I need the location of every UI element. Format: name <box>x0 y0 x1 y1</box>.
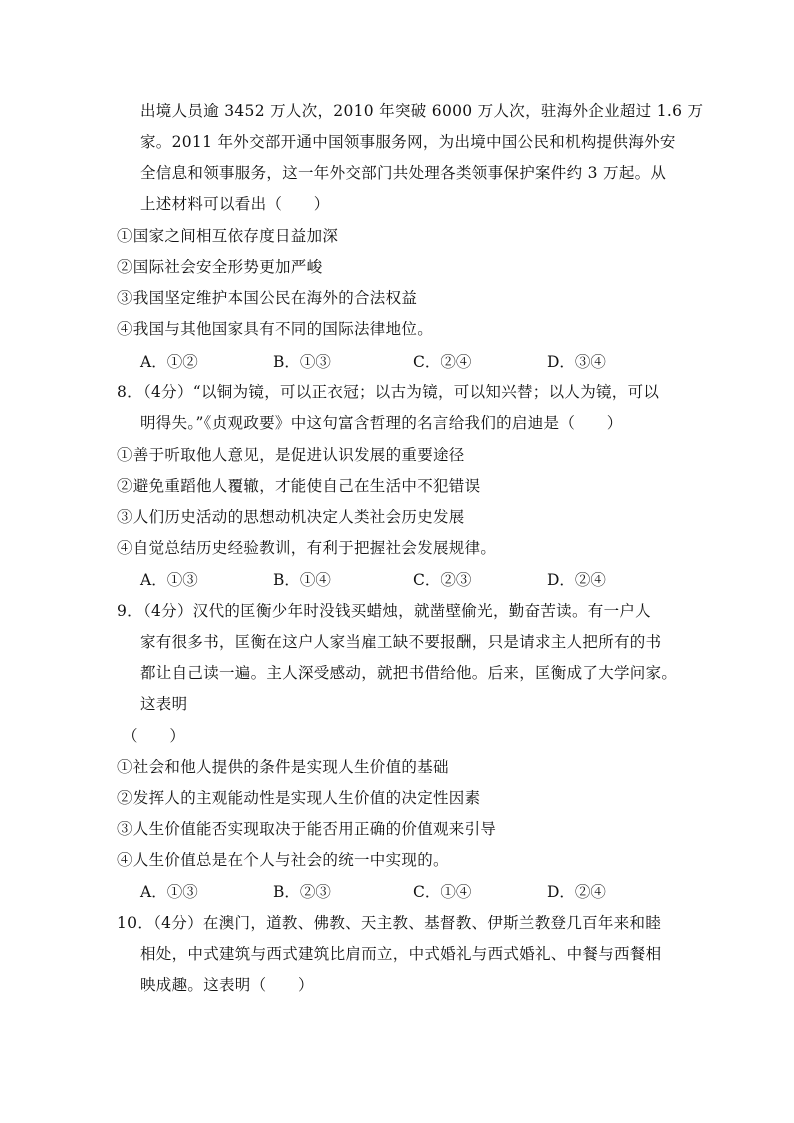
statement-2: ②避免重蹈他人覆辙，才能使自己在生活中不犯错误 <box>117 477 481 495</box>
statement-4: ④自觉总结历史经验教训，有利于把握社会发展规律。 <box>117 539 497 557</box>
answer-blank: （ ） <box>122 727 186 745</box>
option-a[interactable]: A．①③ <box>140 883 198 901</box>
option-c[interactable]: C．②③ <box>413 571 472 589</box>
option-b[interactable]: B．②③ <box>273 883 331 901</box>
question-text-line: 上述材料可以看出（ ） <box>140 195 330 213</box>
statement-3: ③人们历史活动的思想动机决定人类社会历史发展 <box>117 508 465 526</box>
option-d[interactable]: D．②④ <box>547 883 606 901</box>
question-text-line: 都让自己读一遍。主人深受感动，就把书借给他。后来，匡衡成了大学问家。 <box>140 664 678 682</box>
option-a[interactable]: A．①② <box>140 353 198 371</box>
option-c[interactable]: C．①④ <box>413 883 472 901</box>
statement-4: ④人生价值总是在个人与社会的统一中实现的。 <box>117 851 449 869</box>
question-8-title: 8．（4分）“以铜为镜，可以正衣冠；以古为镜，可以知兴替；以人为镜，可以 <box>117 383 660 401</box>
option-d[interactable]: D．②④ <box>547 571 606 589</box>
question-text-line: 映成趣。这表明（ ） <box>140 976 314 994</box>
answer-options <box>140 352 660 372</box>
question-text-line: 出境人员逾 3452 万人次，2010 年突破 6000 万人次，驻海外企业超过 1.6 万 <box>140 102 704 120</box>
statement-4: ④我国与其他国家具有不同的国际法律地位。 <box>117 320 434 338</box>
question-text-line: 明得失。”《贞观政要》中这句富含哲理的名言给我们的启迪是（ ） <box>140 414 623 432</box>
statement-1: ①社会和他人提供的条件是实现人生价值的基础 <box>117 758 449 776</box>
option-a[interactable]: A．①③ <box>140 571 198 589</box>
question-text-line: 家有很多书，匡衡在这户人家当雇工缺不要报酬，只是请求主人把所有的书 <box>140 633 662 651</box>
option-d[interactable]: D．③④ <box>547 353 606 371</box>
option-b[interactable]: B．①③ <box>273 353 331 371</box>
question-10-title: 10．（4分）在澳门，道教、佛教、天主教、基督教、伊斯兰教登几百年来和睦 <box>117 914 662 932</box>
statement-2: ②发挥人的主观能动性是实现人生价值的决定性因素 <box>117 789 481 807</box>
statement-1: ①国家之间相互依存度日益加深 <box>117 227 339 245</box>
statement-1: ①善于听取他人意见，是促进认识发展的重要途径 <box>117 446 465 464</box>
question-text-line: 全信息和领事服务，这一年外交部门共处理各类领事保护案件约 3 万起。从 <box>140 164 667 182</box>
statement-3: ③人生价值能否实现取决于能否用正确的价值观来引导 <box>117 820 497 838</box>
question-text-line: 相处，中式建筑与西式建筑比肩而立，中式婚礼与西式婚礼、中餐与西餐相 <box>140 945 662 963</box>
statement-3: ③我国坚定维护本国公民在海外的合法权益 <box>117 289 418 307</box>
answer-options <box>140 570 660 590</box>
option-b[interactable]: B．①④ <box>273 571 331 589</box>
question-9-title: 9．（4分）汉代的匡衡少年时没钱买蜡烛，就凿壁偷光，勤奋苦读。有一户人 <box>117 602 651 620</box>
statement-2: ②国际社会安全形势更加严峻 <box>117 258 323 276</box>
answer-options <box>140 882 660 902</box>
question-text-line: 这表明 <box>140 695 188 713</box>
question-text-line: 家。2011 年外交部开通中国领事服务网，为出境中国公民和机构提供海外安 <box>140 133 676 151</box>
option-c[interactable]: C．②④ <box>413 353 472 371</box>
